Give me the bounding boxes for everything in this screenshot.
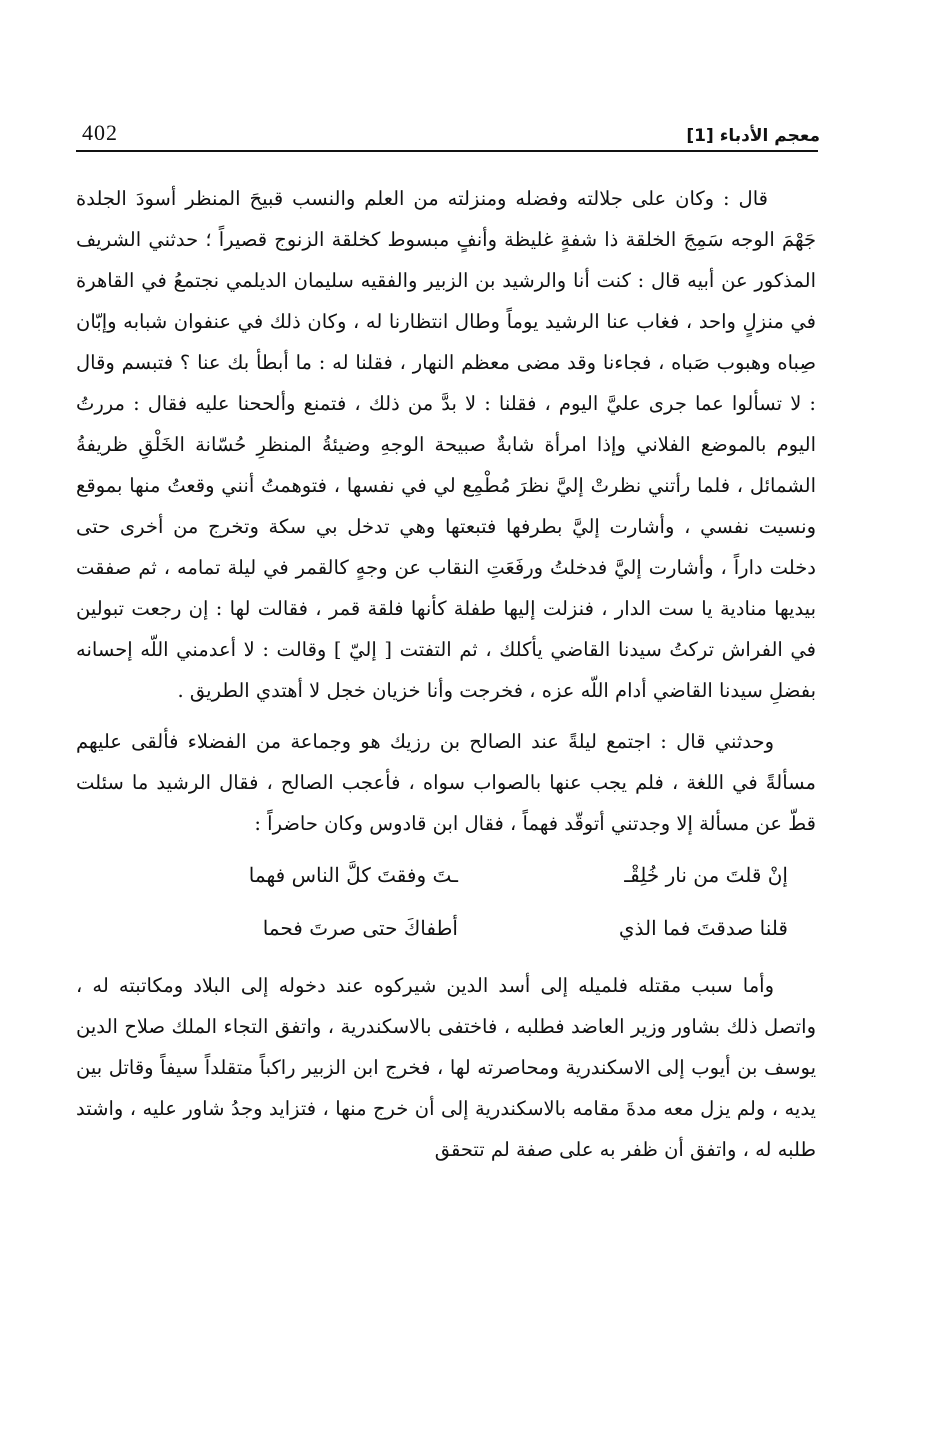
verse-line <box>76 902 816 955</box>
first-hemistich: قلنا صدقتَ فما الذي <box>618 916 788 940</box>
poem-verse <box>76 849 816 955</box>
second-hemistich: أطفاكَ حتى صرتَ فحما <box>262 916 458 940</box>
page-number: 402 <box>82 120 118 145</box>
body-text <box>76 178 816 1170</box>
paragraph: قال : وكان على جلالته وفضله ومنزلته من العلم والنسب قبيحَ المنظر أسودَ الجلدة جَهْمَ الوجه سَمِجَ الخلقة ذا شفةٍ غليظة وأنفٍ مبسوط كخلقة الزنوج قصيراً ؛ حدثني الشريف المذكور عن أبيه قال : كنت أنا والرشيد بن الزبير والفقيه سليمان الديلمي نجتمعُ في القاهرة في منزلٍ واحد ، فغاب عنا الرشيد يوماً وطال انتظارنا له ، وكان ذلك في عنفوان شبابه وإبّان صِباه وهبوب صَباه ، فجاءنا وقد مضى معظم النهار ، فقلنا له : ما أبطأ بك عنا ؟ فتبسم وقال : لا تسألوا عما جرى عليَّ اليوم ، فقلنا : لا بدَّ من ذلك ، فتمنع وألححنا عليه فقال : مررتُ اليوم بالموضع الفلاني وإذا امرأة شابةٌ صبيحة الوجهِ وضيئةُ المنظرِ حُسّانة الخَلْقِ ظريفةُ الشمائل ، فلما رأتني نظرتْ إليَّ نظرَ مُطْمِع لي في نفسها ، فتوهمتُ أنني وقعتُ منها بموقع ونسيت نفسي ، وأشارت إليَّ بطرفها فتبعتها وهي تدخل بي سكة وتخرج من أخرى حتى دخلت داراً ، وأشارت إليَّ فدخلتُ ورفَعَتِ النقاب عن وجهٍ كالقمر في ليلة تمامه ، ثم صفقت بيديها منادية يا ست الدار ، فنزلت إليها طفلة كأنها فلقة قمر ، فقالت لها : إن رجعت تبولين في الفراش تركتُ سيدنا القاضي يأكلك ، ثم التفتت [ إليّ ] وقالت : لا أعدمني اللّه إحسانه بفضلِ سيدنا القاضي أدام اللّه عزه ، فخرجت وأنا خزيان خجل لا أهتدي الطريق . <box>76 187 816 702</box>
verse-line <box>76 849 816 902</box>
paragraph: وحدثني قال : اجتمع ليلةً عند الصالح بن رزيك هو وجماعة من الفضلاء فألقى عليهم مسألةً في اللغة ، فلم يجب عنها بالصواب سواه ، فأعجب الصالح ، فقال الرشيد ما سئلت قطّ عن مسألة إلا وجدتني أتوقّد فهماً ، فقال ابن قادوس وكان حاضراً : <box>76 730 816 835</box>
second-hemistich: ـتَ وفقتَ كلَّ الناس فهما <box>248 863 458 887</box>
running-title: معجم الأدباء [1] <box>686 126 820 146</box>
first-hemistich: إنْ قلتَ من نار خُلِقْـ <box>624 863 788 887</box>
header-rule <box>76 150 818 152</box>
paragraph: وأما سبب مقتله فلميله إلى أسد الدين شيركوه عند دخوله إلى البلاد ومكاتبته له ، واتصل ذلك بشاور وزير العاضد فطلبه ، فاختفى بالاسكندرية ، واتفق التجاء الملك صلاح الدين يوسف بن أيوب إلى الاسكندرية ومحاصرته لها ، فخرج ابن الزبير راكباً متقلداً سيفاً وقاتل بين يديه ، ولم يزل معه مدةَ مقامه بالاسكندرية إلى أن خرج منها ، فتزايد وجدُ شاور عليه ، واشتد طلبه له ، واتفق أن ظفر به على صفة لم تتحقق <box>76 974 816 1161</box>
